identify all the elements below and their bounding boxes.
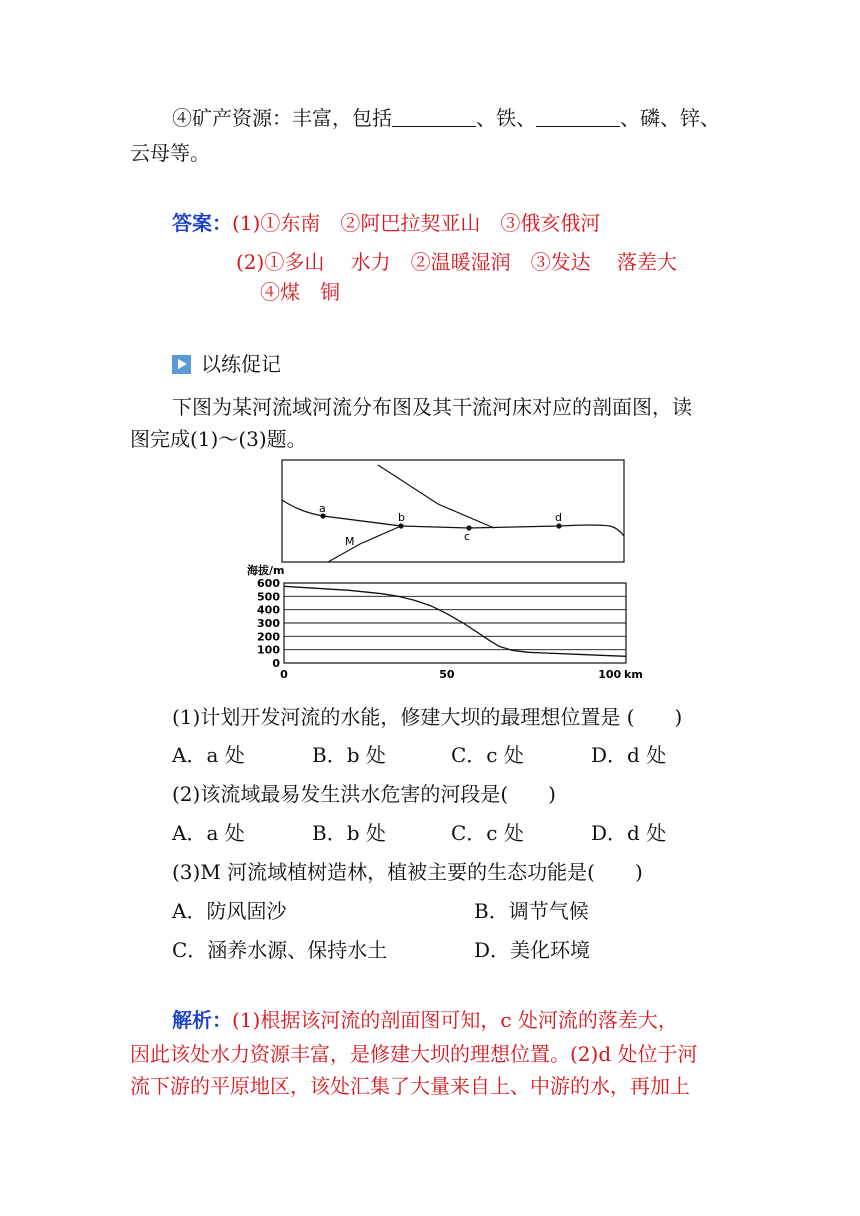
mineral-line	[172, 104, 720, 132]
x-tick-label: 0	[280, 668, 288, 681]
q3-option-c[interactable]: C．涵养水源、保持水土	[172, 938, 388, 962]
x-tick-label: 100	[598, 668, 622, 681]
answer-text-1: (1)①东南 ②阿巴拉契亚山 ③俄亥俄河	[232, 211, 601, 235]
y-tick-label: 100	[257, 643, 280, 657]
y-tick-label: 0	[272, 657, 280, 670]
label-a: a	[319, 502, 326, 515]
answer-line-3: ④煤 铜	[260, 280, 340, 304]
mineral-line-2: 云母等。	[130, 141, 210, 165]
question-3-stem: (3)M 河流域植树造林，植被主要的生态功能是( )	[172, 860, 643, 884]
profile-ylabel: 海拔/m	[247, 564, 285, 577]
q2-option-a[interactable]: A．a 处	[172, 821, 245, 845]
answer-line-1	[172, 209, 600, 237]
explanation-text-1: (1)根据该河流的剖面图可知，c 处河流的落差大，	[232, 1008, 678, 1032]
fill-blank-2[interactable]	[536, 106, 620, 127]
profile-y-ticks	[257, 577, 280, 670]
q3-option-b[interactable]: B．调节气候	[474, 899, 589, 923]
explanation-line-1	[172, 1006, 678, 1034]
q1-option-d[interactable]: D．d 处	[591, 743, 667, 767]
main-river	[282, 500, 624, 536]
mineral-prefix: ④矿产资源：丰富，包括	[172, 106, 392, 130]
point-b	[398, 523, 403, 528]
question-2-stem: (2)该流域最易发生洪水危害的河段是( )	[172, 782, 556, 806]
question-1-stem: (1)计划开发河流的水能，修建大坝的最理想位置是 ( )	[172, 705, 683, 729]
y-tick-label: 400	[257, 603, 280, 617]
mineral-suffix: 、磷、锌、	[620, 106, 720, 130]
fill-blank-1[interactable]	[392, 106, 476, 127]
explanation-line-3: 流下游的平原地区，该处汇集了大量来自上、中游的水，再加上	[130, 1074, 690, 1098]
y-tick-label: 600	[257, 577, 280, 590]
q1-option-a[interactable]: A．a 处	[172, 743, 245, 767]
x-tick-label: 50	[439, 668, 455, 681]
answer-line-2: (2)①多山 水力 ②温暖湿润 ③发达 落差大	[236, 250, 678, 274]
label-d: d	[555, 511, 562, 524]
answer-label: 答案：	[172, 211, 232, 235]
profile-grid	[284, 583, 626, 663]
q3-option-a[interactable]: A．防风固沙	[172, 899, 287, 923]
practice-title: 以练促记	[201, 352, 281, 376]
q3-option-d[interactable]: D．美化环境	[474, 938, 591, 962]
y-tick-label: 200	[257, 630, 280, 644]
q2-option-d[interactable]: D．d 处	[591, 821, 667, 845]
label-b: b	[398, 511, 405, 524]
point-d	[556, 523, 561, 528]
explanation-label: 解析：	[172, 1008, 232, 1032]
explanation-line-2: 因此该处水力资源丰富，是修建大坝的理想位置。(2)d 处位于河	[130, 1042, 698, 1066]
intro-line-1: 下图为某河流域河流分布图及其干流河床对应的剖面图，读	[172, 395, 692, 419]
y-tick-label: 500	[257, 590, 280, 604]
mineral-mid: 、铁、	[476, 106, 536, 130]
q1-option-b[interactable]: B．b 处	[312, 743, 386, 767]
practice-heading	[172, 350, 281, 378]
profile-riverbed-line	[284, 586, 626, 656]
y-tick-label: 300	[257, 617, 280, 630]
q2-option-c[interactable]: C．c 处	[451, 821, 524, 845]
tributary-m	[328, 526, 401, 562]
river-figure	[240, 455, 643, 685]
q1-option-c[interactable]: C．c 处	[451, 743, 524, 767]
label-c: c	[464, 530, 471, 543]
label-m: M	[345, 535, 355, 548]
q2-option-b[interactable]: B．b 处	[312, 821, 386, 845]
tributary-upper	[378, 465, 494, 528]
intro-line-2: 图完成(1)～(3)题。	[130, 427, 307, 451]
play-icon	[172, 355, 191, 374]
profile-x-ticks	[280, 668, 621, 681]
profile-x-unit: km	[624, 668, 643, 681]
